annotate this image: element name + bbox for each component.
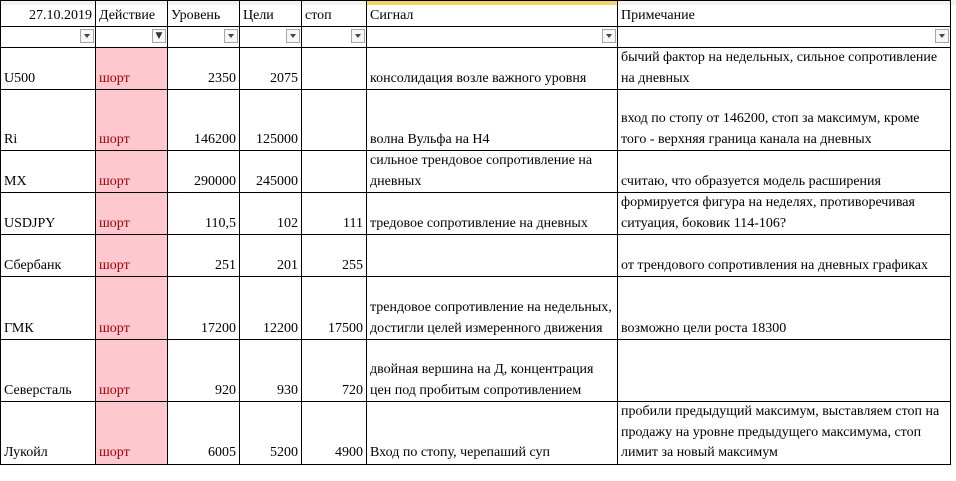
asset-cell[interactable]: U500 — [1, 48, 96, 90]
table-row — [1, 193, 951, 235]
level-cell[interactable]: 6005 — [168, 402, 240, 465]
targets-cell[interactable]: 930 — [240, 340, 302, 402]
action-cell[interactable]: шорт — [96, 90, 168, 151]
signal-cell[interactable]: Вход по стопу, черепаший суп — [367, 402, 618, 465]
stop-cell[interactable]: 4900 — [302, 402, 367, 465]
targets-cell[interactable]: 12200 — [240, 277, 302, 340]
header-targets[interactable]: Цели — [240, 1, 302, 27]
chevron-down-icon — [606, 34, 612, 38]
table-row — [1, 90, 951, 151]
action-cell[interactable]: шорт — [96, 340, 168, 402]
note-cell[interactable] — [618, 340, 951, 402]
filter-cell — [168, 27, 240, 48]
level-cell[interactable]: 920 — [168, 340, 240, 402]
level-cell[interactable]: 110,5 — [168, 193, 240, 235]
note-cell[interactable]: возможно цели роста 18300 — [618, 277, 951, 340]
signal-cell[interactable]: волна Вульфа на Н4 — [367, 90, 618, 151]
action-cell[interactable]: шорт — [96, 235, 168, 277]
table-row — [1, 151, 951, 193]
level-cell[interactable]: 146200 — [168, 90, 240, 151]
header-action[interactable]: Действие — [96, 1, 168, 27]
asset-cell[interactable]: USDJPY — [1, 193, 96, 235]
header-stop[interactable]: стоп — [302, 1, 367, 27]
targets-cell[interactable]: 125000 — [240, 90, 302, 151]
filter-cell — [302, 27, 367, 48]
filter-cell — [96, 27, 168, 48]
filter-dropdown-button[interactable] — [224, 29, 238, 43]
asset-cell[interactable]: MX — [1, 151, 96, 193]
table-row — [1, 402, 951, 465]
filter-cell — [240, 27, 302, 48]
asset-cell[interactable]: Лукойл — [1, 402, 96, 465]
signal-cell[interactable] — [367, 235, 618, 277]
signal-cell[interactable]: двойная вершина на Д, концентрация цен под пробитым сопротивлением — [367, 340, 618, 402]
asset-cell[interactable]: Сбербанк — [1, 235, 96, 277]
stop-cell[interactable]: 720 — [302, 340, 367, 402]
filter-dropdown-button[interactable] — [602, 29, 616, 43]
stop-cell[interactable]: 17500 — [302, 277, 367, 340]
note-cell[interactable]: пробили предыдущий максимум, выставляем стоп на продажу на уровне предыдущего максимума, стоп лимит за новый максимум — [618, 402, 951, 465]
note-cell[interactable]: считаю, что образуется модель расширения — [618, 151, 951, 193]
filter-dropdown-button[interactable] — [351, 29, 365, 43]
chevron-down-icon — [939, 34, 945, 38]
level-cell[interactable]: 2350 — [168, 48, 240, 90]
header-row — [1, 1, 951, 27]
targets-cell[interactable]: 5200 — [240, 402, 302, 465]
filter-cell — [618, 27, 951, 48]
action-cell[interactable]: шорт — [96, 193, 168, 235]
asset-cell[interactable]: ГМК — [1, 277, 96, 340]
filter-active-button[interactable] — [152, 29, 166, 43]
signal-cell[interactable]: трендовое сопротивление на недельных, достигли целей измеренного движения — [367, 277, 618, 340]
asset-cell[interactable]: Ri — [1, 90, 96, 151]
targets-cell[interactable]: 245000 — [240, 151, 302, 193]
chevron-down-icon — [355, 34, 361, 38]
targets-cell[interactable]: 2075 — [240, 48, 302, 90]
filter-dropdown-button[interactable] — [80, 29, 94, 43]
chevron-down-icon — [228, 34, 234, 38]
filter-cell — [367, 27, 618, 48]
action-cell[interactable]: шорт — [96, 151, 168, 193]
note-cell[interactable]: формируется фигура на неделях, противоречивая ситуация, боковик 114-106? — [618, 193, 951, 235]
action-cell[interactable]: шорт — [96, 277, 168, 340]
targets-cell[interactable]: 102 — [240, 193, 302, 235]
chevron-down-icon — [84, 34, 90, 38]
stop-cell[interactable] — [302, 151, 367, 193]
filter-funnel-icon: ▼ — [155, 30, 163, 41]
header-date[interactable]: 27.10.2019 — [1, 1, 96, 27]
chevron-down-icon — [290, 34, 296, 38]
filter-cell — [1, 27, 96, 48]
stop-cell[interactable]: 255 — [302, 235, 367, 277]
note-cell[interactable]: от трендового сопротивления на дневных графиках — [618, 235, 951, 277]
level-cell[interactable]: 17200 — [168, 277, 240, 340]
note-cell[interactable]: вход по стопу от 146200, стоп за максимум, кроме того - верхняя граница канала на дневных — [618, 90, 951, 151]
targets-cell[interactable]: 201 — [240, 235, 302, 277]
action-cell[interactable]: шорт — [96, 48, 168, 90]
stop-cell[interactable] — [302, 90, 367, 151]
stop-cell[interactable] — [302, 48, 367, 90]
filter-dropdown-button[interactable] — [935, 29, 949, 43]
signal-cell[interactable]: консолидация возле важного уровня — [367, 48, 618, 90]
filter-dropdown-button[interactable] — [286, 29, 300, 43]
note-cell[interactable]: бычий фактор на недельных, сильное сопротивление на дневных — [618, 48, 951, 90]
header-signal[interactable]: Сигнал — [367, 1, 618, 27]
table-row — [1, 340, 951, 402]
header-level[interactable]: Уровень — [168, 1, 240, 27]
header-note[interactable]: Примечание — [618, 1, 951, 27]
table-row — [1, 48, 951, 90]
table-row — [1, 235, 951, 277]
signal-cell[interactable]: сильное трендовое сопротивление на дневных — [367, 151, 618, 193]
asset-cell[interactable]: Северсталь — [1, 340, 96, 402]
level-cell[interactable]: 290000 — [168, 151, 240, 193]
signal-cell[interactable]: тредовое сопротивление на дневных — [367, 193, 618, 235]
action-cell[interactable]: шорт — [96, 402, 168, 465]
stop-cell[interactable]: 111 — [302, 193, 367, 235]
filter-row — [1, 27, 951, 48]
level-cell[interactable]: 251 — [168, 235, 240, 277]
table-row — [1, 277, 951, 340]
